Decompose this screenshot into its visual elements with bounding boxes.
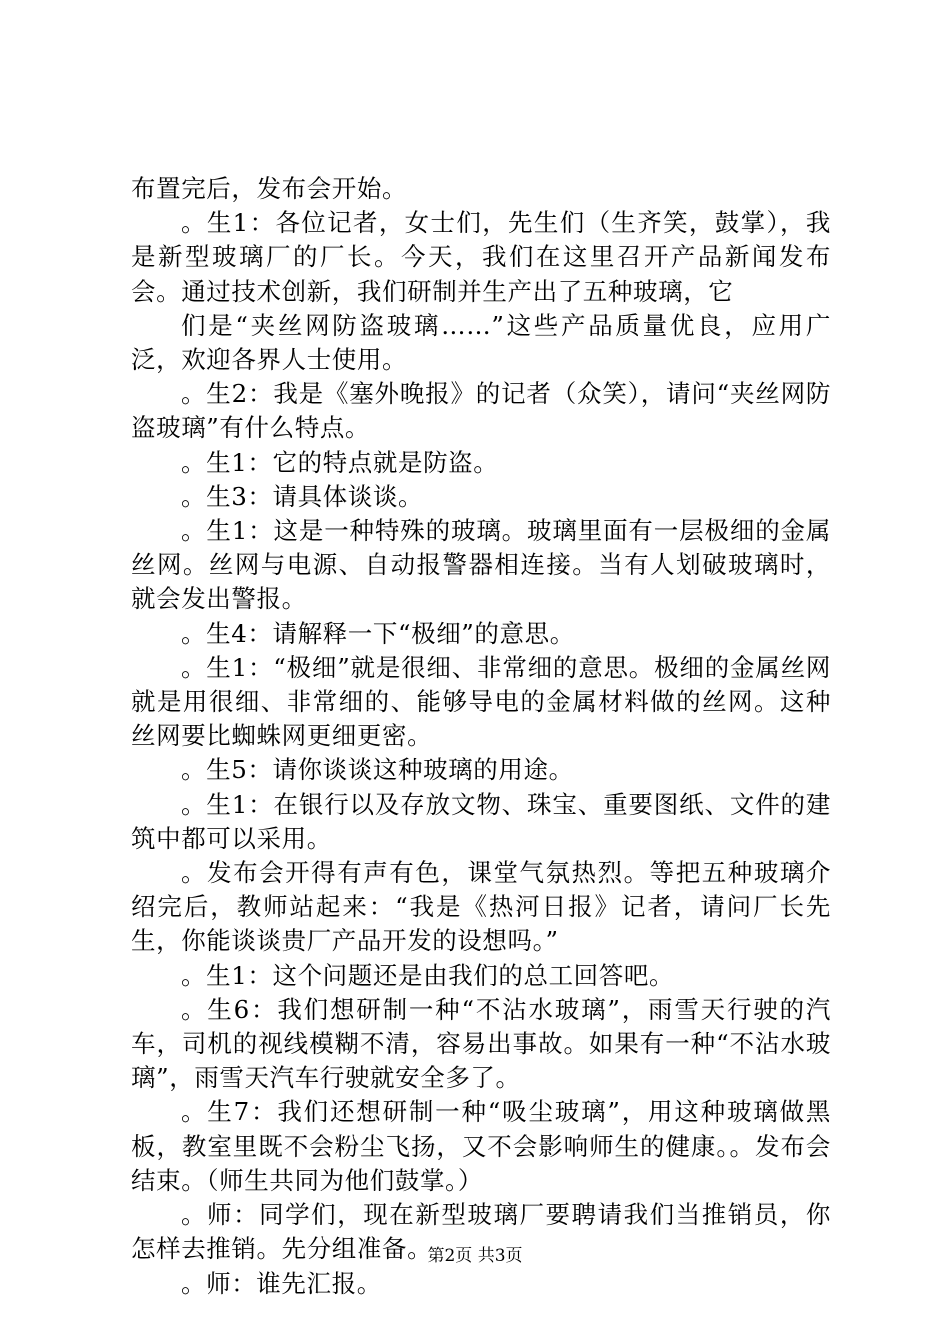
paragraph: 布置完后，发布会开始。 (131, 174, 408, 203)
page-number-footer: 第2页 共3页 (427, 1246, 523, 1266)
paragraph: 。生4：请解释一下“极细”的意思。 (181, 618, 575, 648)
paragraph: 。生1：这是一种特殊的玻璃。玻璃里面有一层极细的金属丝网。丝网与电源、自动报警器相连接。当有人划破玻璃时，就会发出警报。 (131, 516, 831, 614)
paragraph: 。生2：我是《塞外晚报》的记者（众笑），请问“夹丝网防盗玻璃”有什么特点。 (131, 379, 831, 443)
paragraph: 。发布会开得有声有色，课堂气氛热烈。等把五种玻璃介绍完后，教师站起来：“我是《热河日报》记者，请问厂长先生，你能谈谈贵厂产品开发的设想吗。” (131, 858, 831, 956)
document-body (131, 172, 831, 1301)
paragraph: 。生1：在银行以及存放文物、珠宝、重要图纸、文件的建筑中都可以采用。 (131, 789, 831, 853)
paragraph: 。师：同学们，现在新型玻璃厂要聘请我们当推销员，你怎样去推销。先分组准备。 (131, 1200, 831, 1264)
paragraph: 们是“夹丝网防盗玻璃……”这些产品质量优良，应用广泛，欢迎各界人士使用。 (131, 310, 831, 375)
paragraph: 。生7：我们还想研制一种“吸尘玻璃”，用这种玻璃做黑板，教室里既不会粉尘飞扬，又不会影响师生的健康。。发布会结束。（师生共同为他们鼓掌。） (131, 1097, 831, 1195)
paragraph: 。生1：“极细”就是很细、非常细的意思。极细的金属丝网就是用很细、非常细的、能够导电的金属材料做的丝网。这种丝网要比蜘蛛网更细更密。 (131, 652, 831, 751)
paragraph: 。生1：各位记者，女士们，先生们（生齐笑，鼓掌），我是新型玻璃厂的厂长。今天，我们在这里召开产品新闻发布会。通过技术创新，我们研制并生产出了五种玻璃，它 (131, 208, 831, 306)
paragraph: 。生5：请你谈谈这种玻璃的用途。 (181, 755, 574, 785)
paragraph: 。生1：它的特点就是防盗。 (181, 447, 499, 477)
paragraph: 。生6：我们想研制一种“不沾水玻璃”，雨雪天行驶的汽车，司机的视线模糊不清，容易出事故。如果有一种“不沾水玻璃”，雨雪天汽车行驶就安全多了。 (131, 994, 831, 1093)
paragraph: 。师：谁先汇报。 (181, 1268, 382, 1298)
paragraph: 。生3：请具体谈谈。 (181, 481, 424, 511)
paragraph: 。生1：这个问题还是由我们的总工回答吧。 (181, 960, 675, 990)
